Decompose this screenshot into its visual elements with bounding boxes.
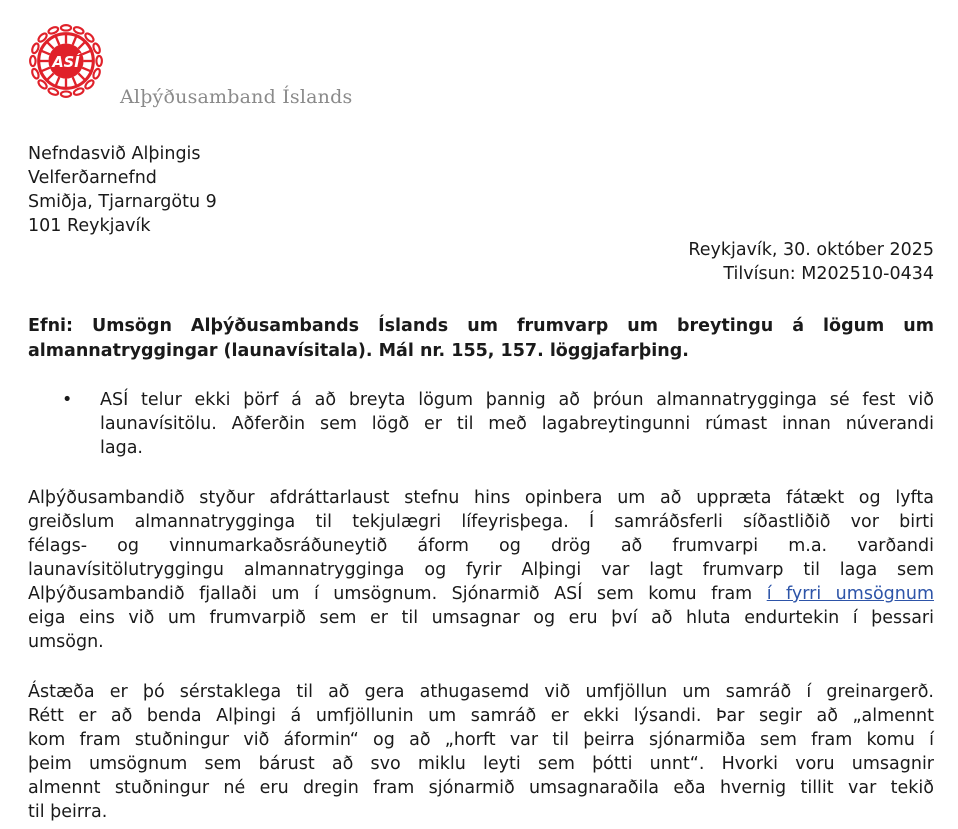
bullet-line: ASÍ telur ekki þörf á að breyta lögum þannig að þróun almannatrygginga sé fest við xyxy=(100,390,934,410)
recipient-address xyxy=(28,142,217,238)
paragraph-line xyxy=(28,582,934,606)
paragraph-text: Alþýðusambandið fjallaði um í umsögnum. Sjónarmið ASÍ sem komu fram xyxy=(28,584,767,604)
subject-line: almannatryggingar (launavísitala). Mál nr. 155, 157. löggjafarþing. xyxy=(28,341,689,361)
paragraph-line: Rétt er að benda Alþingi á umfjöllunin um samráð er ekki lýsandi. Þar segir að „almennt xyxy=(28,706,934,726)
bullet-line: launavísitölu. Aðferðin sem lögð er til með lagabreytingunni rúmast innan núverandi xyxy=(100,414,934,434)
body-paragraph-2 xyxy=(28,680,934,824)
letter-date: Reykjavík, 30. október 2025 xyxy=(688,240,934,260)
recipient-line: Velferðarnefnd xyxy=(28,168,157,188)
logo-chain-link xyxy=(61,91,71,96)
paragraph-line: greiðslum almannatrygginga til tekjulægri lífeyrisþega. Í samráðsferli síðastliðið vor birti xyxy=(28,512,934,532)
subject-line: Efni: Umsögn Alþýðusambands Íslands um frumvarp um breytingu á lögum um xyxy=(28,316,934,336)
asi-logo xyxy=(27,22,105,100)
paragraph-line: almennt stuðningur né eru dregin fram sjónarmið umsagnaraðila eða hvernig tillit var tekið xyxy=(28,778,934,798)
paragraph-line: Ástæða er þó sérstaklega til að gera athugasemd við umfjöllun um samráð í greinargerð. xyxy=(28,682,934,702)
date-reference-block xyxy=(688,238,934,286)
recipient-line: Smiðja, Tjarnargötu 9 xyxy=(28,192,217,212)
paragraph-line: launavísitölutryggingu almannatrygginga og fyrir Alþingi var lagt frumvarp til laga sem xyxy=(28,560,934,580)
logo-chain-link xyxy=(30,56,35,66)
recipient-line: 101 Reykjavík xyxy=(28,216,151,236)
subject-heading xyxy=(28,314,934,364)
paragraph-line: kom fram stuðningur við áformin“ og að „horft var til þeirra sjónarmiða sem fram komu í xyxy=(28,730,934,750)
bullet-text xyxy=(100,388,934,460)
recipient-line: Nefndasvið Alþingis xyxy=(28,144,201,164)
previous-reviews-link[interactable]: í fyrri umsögnum xyxy=(766,584,934,604)
organization-name: Alþýðusamband Íslands xyxy=(120,86,353,108)
bullet-item xyxy=(62,388,934,460)
reference-number: Tilvísun: M202510-0434 xyxy=(723,264,934,284)
bullet-icon: • xyxy=(62,390,73,410)
paragraph-line: til þeirra. xyxy=(28,802,108,822)
paragraph-line: Alþýðusambandið styður afdráttarlaust stefnu hins opinbera um að uppræta fátækt og lyfta xyxy=(28,488,934,508)
logo-chain-link xyxy=(61,25,71,30)
paragraph-line: þeim umsögnum sem bárust að svo miklu leyti sem þótti unnt“. Hvorki voru umsagnir xyxy=(28,754,934,774)
logo-chain-link xyxy=(96,56,101,66)
logo-text: ASÍ xyxy=(52,53,80,71)
paragraph-line: umsögn. xyxy=(28,632,104,652)
paragraph-line: eiga eins við um frumvarpið sem er til umsagnar og eru því að hluta endurtekin í þessari xyxy=(28,608,934,628)
paragraph-line: félags- og vinnumarkaðsráðuneytið áform og drög að frumvarpi m.a. varðandi xyxy=(28,536,934,556)
bullet-line: laga. xyxy=(100,438,143,458)
body-paragraph-1 xyxy=(28,486,934,654)
